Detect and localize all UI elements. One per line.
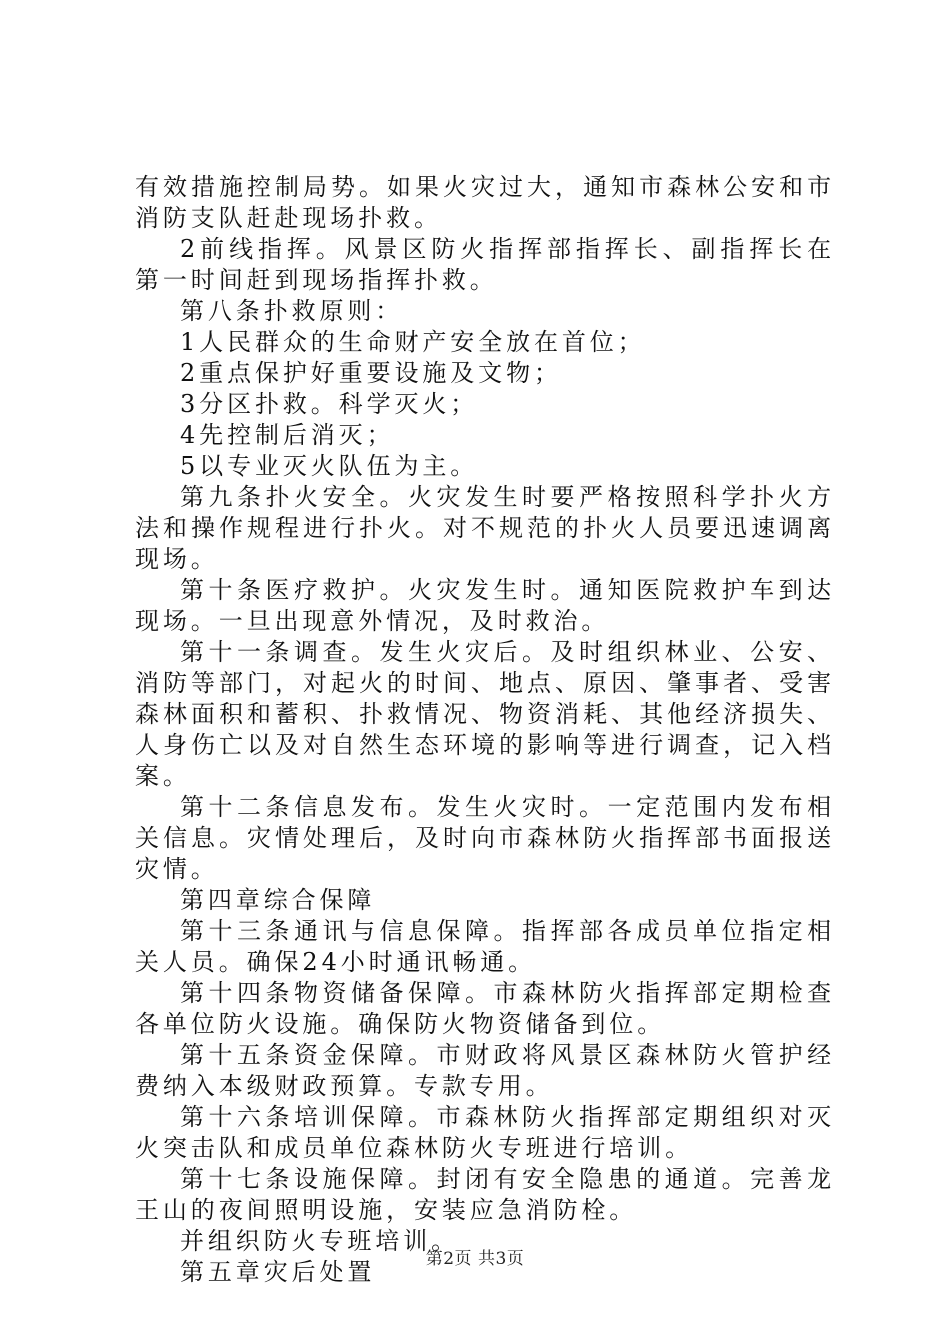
paragraph: 第九条扑火安全。火灾发生时要严格按照科学扑火方法和操作规程进行扑火。对不规范的扑火人员要迅速调离现场。 — [135, 483, 835, 573]
paragraph: 第十二条信息发布。发生火灾时。一定范围内发布相关信息。灾情处理后，及时向市森林防火指挥部书面报送灾情。 — [135, 793, 835, 883]
paragraph: 第十一条调查。发生火灾后。及时组织林业、公安、消防等部门，对起火的时间、地点、原因、肇事者、受害森林面积和蓄积、扑救情况、物资消耗、其他经济损失、人身伤亡以及对自然生态环境的影响等进行调查，记入档案。 — [135, 638, 835, 790]
paragraph: 第十七条设施保障。封闭有安全隐患的通道。完善龙王山的夜间照明设施，安装应急消防栓。 — [135, 1165, 835, 1224]
paragraph: 第十六条培训保障。市森林防火指挥部定期组织对灭火突击队和成员单位森林防火专班进行培训。 — [135, 1103, 835, 1162]
list-item: 4先控制后消灭； — [180, 421, 395, 449]
list-item: 3分区扑救。科学灭火； — [180, 390, 479, 418]
list-item: 1人民群众的生命财产安全放在首位； — [180, 328, 646, 356]
paragraph: 2前线指挥。风景区防火指挥部指挥长、副指挥长在第一时间赶到现场指挥扑救。 — [135, 235, 835, 294]
paragraph: 第十条医疗救护。火灾发生时。通知医院救护车到达现场。一旦出现意外情况，及时救治。 — [135, 576, 835, 635]
page-footer: 第2页 共3页 — [425, 1249, 525, 1269]
section-heading: 第八条扑救原则： — [180, 297, 404, 325]
paragraph: 有效措施控制局势。如果火灾过大，通知市森林公安和市消防支队赶赴现场扑救。 — [135, 173, 835, 232]
paragraph: 第十三条通讯与信息保障。指挥部各成员单位指定相关人员。确保24小时通讯畅通。 — [135, 917, 835, 976]
list-item: 5以专业灭火队伍为主。 — [180, 452, 479, 480]
paragraph: 并组织防火专班培训。 — [180, 1227, 459, 1255]
document-body — [135, 172, 835, 1288]
chapter-heading: 第五章灾后处置 — [180, 1258, 376, 1286]
list-item: 2重点保护好重要设施及文物； — [180, 359, 562, 387]
paragraph: 第十四条物资储备保障。市森林防火指挥部定期检查各单位防火设施。确保防火物资储备到位。 — [135, 979, 835, 1038]
paragraph: 第十五条资金保障。市财政将风景区森林防火管护经费纳入本级财政预算。专款专用。 — [135, 1041, 835, 1100]
chapter-heading: 第四章综合保障 — [180, 886, 376, 914]
